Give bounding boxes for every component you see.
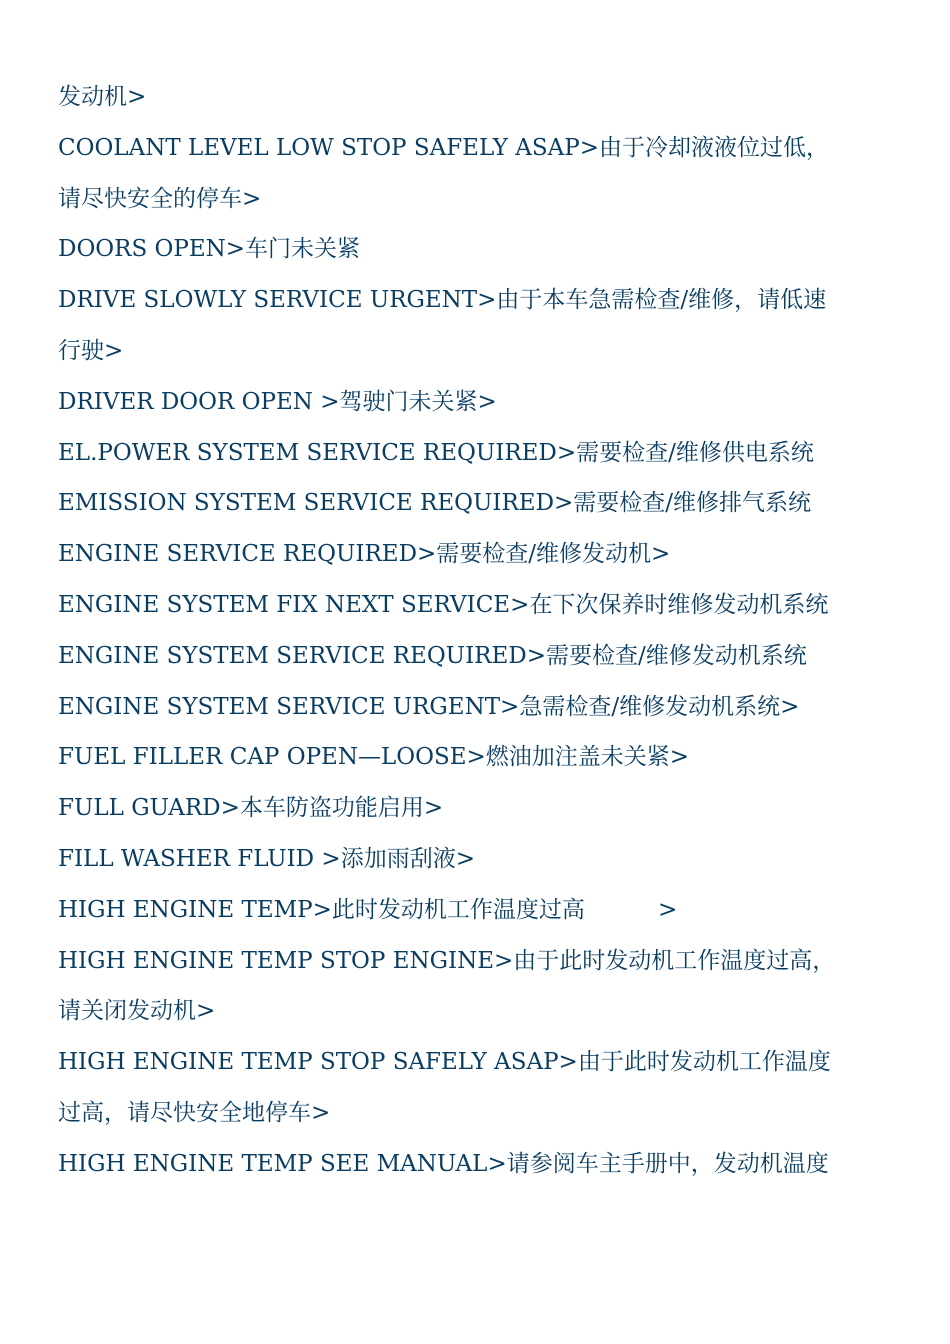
- text-line: 请关闭发动机>: [58, 998, 216, 1025]
- text-line: DRIVE SLOWLY SERVICE URGENT>由于本车急需检查/维修，请低速: [58, 287, 827, 314]
- text-line: ENGINE SYSTEM FIX NEXT SERVICE>在下次保养时维修发动机系统: [58, 591, 829, 618]
- text-line: 请尽快安全的停车>: [58, 185, 262, 212]
- text-line: EL.POWER SYSTEM SERVICE REQUIRED>需要检查/维修供电系统: [58, 439, 814, 466]
- text-line: HIGH ENGINE TEMP SEE MANUAL>请参阅车主手册中，发动机温度: [58, 1150, 829, 1177]
- text-line: ENGINE SYSTEM SERVICE URGENT>急需检查/维修发动机系统>: [58, 693, 800, 720]
- text-line: FULL GUARD>本车防盗功能启用>: [58, 795, 444, 822]
- text-line: FUEL FILLER CAP OPEN—LOOSE>燃油加注盖未关紧>: [58, 744, 690, 771]
- document-body: [58, 72, 898, 1190]
- text-line: FILL WASHER FLUID >添加雨刮液>: [58, 845, 475, 872]
- text-line: EMISSION SYSTEM SERVICE REQUIRED>需要检查/维修排气系统: [58, 490, 812, 517]
- text-line: DRIVER DOOR OPEN >驾驶门未关紧>: [58, 388, 497, 415]
- text-line: HIGH ENGINE TEMP STOP SAFELY ASAP>由于此时发动机工作温度: [58, 1049, 831, 1076]
- text-line: HIGH ENGINE TEMP STOP ENGINE>由于此时发动机工作温度过高，: [58, 947, 836, 974]
- text-line: 行驶>: [58, 337, 124, 364]
- text-line: HIGH ENGINE TEMP>此时发动机工作温度过高 >: [58, 896, 678, 923]
- text-line: 过高，请尽快安全地停车>: [58, 1099, 331, 1126]
- text-line: ENGINE SERVICE REQUIRED>需要检查/维修发动机>: [58, 541, 671, 568]
- text-line: COOLANT LEVEL LOW STOP SAFELY ASAP>由于冷却液液位过低，: [58, 134, 829, 161]
- text-line: ENGINE SYSTEM SERVICE REQUIRED>需要检查/维修发动机系统: [58, 642, 807, 669]
- text-line: DOORS OPEN>车门未关紧: [58, 236, 361, 263]
- text-line: 发动机>: [58, 84, 147, 110]
